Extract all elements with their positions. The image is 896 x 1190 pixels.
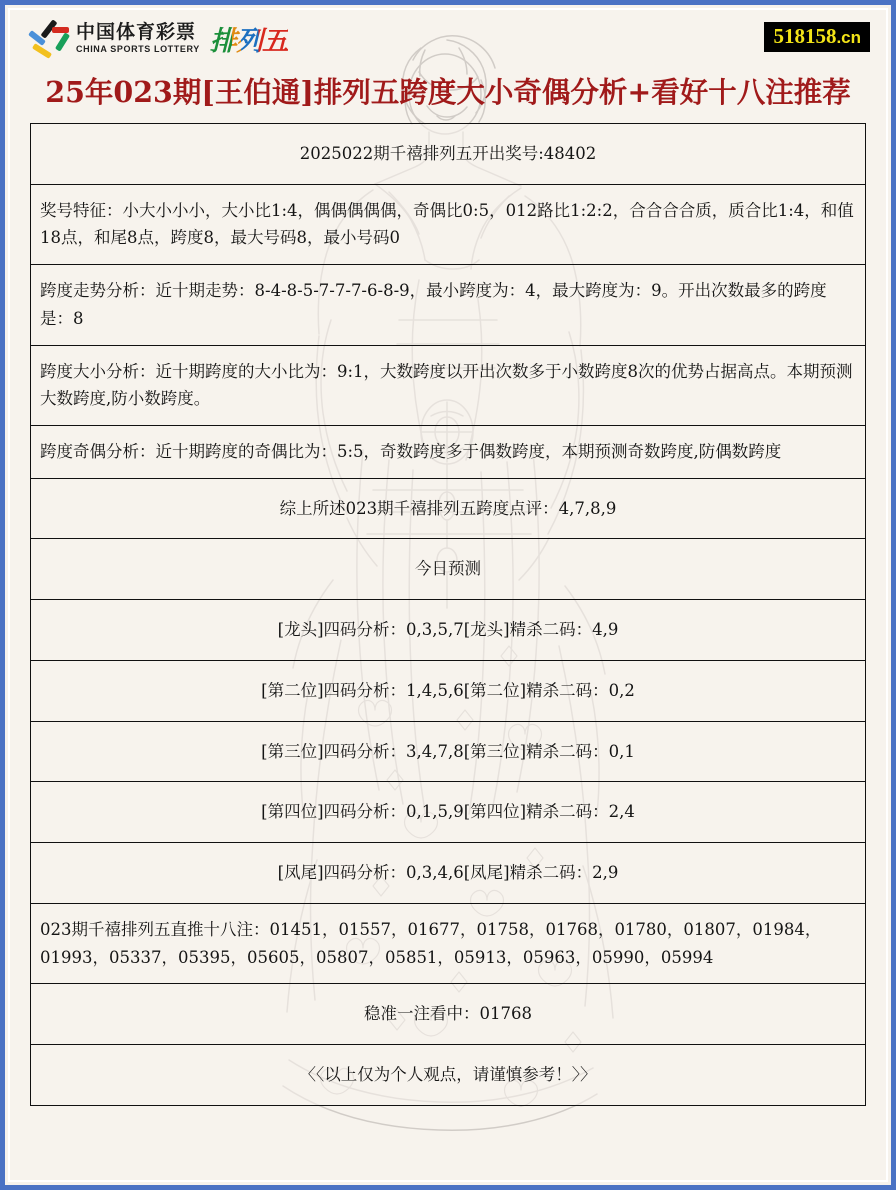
table-row bbox=[31, 660, 866, 721]
analysis-table bbox=[30, 123, 866, 1106]
site-domain-tld: .cn bbox=[836, 28, 861, 47]
single-best-bet: 稳准一注看中：01768 bbox=[31, 984, 866, 1045]
position-2: [第二位]四码分析：1,4,5,6[第二位]精杀二码：0,2 bbox=[31, 660, 866, 721]
china-sports-lottery-logo-icon bbox=[28, 18, 70, 58]
table-row bbox=[31, 478, 866, 539]
table-row bbox=[31, 721, 866, 782]
table-row bbox=[31, 426, 866, 479]
game-name-pailiewu: 排列五 bbox=[210, 19, 288, 58]
disclaimer: 〈〈以上仅为个人观点，请谨慎参考！〉〉 bbox=[31, 1044, 866, 1105]
table-row bbox=[31, 903, 866, 983]
brand-name-cn: 中国体育彩票 bbox=[76, 20, 197, 43]
eighteen-bets: 023期千禧排列五直推十八注：01451，01557，01677，01758，01768，01780，01807，01984，01993，05337，05395，05605，05807，05851，05913，05963，05990，05994 bbox=[31, 903, 866, 983]
table-row bbox=[31, 782, 866, 843]
table-row bbox=[31, 600, 866, 661]
table-row bbox=[31, 124, 866, 185]
table-row bbox=[31, 184, 866, 264]
span-parity-analysis: 跨度奇偶分析：近十期跨度的奇偶比为：5:5，奇数跨度多于偶数跨度，本期预测奇数跨度,防偶数跨度 bbox=[31, 426, 866, 479]
table-row bbox=[31, 843, 866, 904]
brand-lockup bbox=[28, 18, 288, 58]
table-row bbox=[31, 984, 866, 1045]
table-row bbox=[31, 345, 866, 425]
brand-name-en: CHINA SPORTS LOTTERY bbox=[76, 43, 200, 54]
analysis-table-body bbox=[31, 124, 866, 1106]
table-row bbox=[31, 1044, 866, 1105]
page-header bbox=[10, 10, 886, 68]
span-trend-analysis: 跨度走势分析：近十期走势：8-4-8-5-7-7-7-6-8-9，最小跨度为：4，最大跨度为：9。开出次数最多的跨度是：8 bbox=[31, 265, 866, 345]
span-summary: 综上所述023期千禧排列五跨度点评：4,7,8,9 bbox=[31, 478, 866, 539]
position-5-fengwei: [凤尾]四码分析：0,3,4,6[凤尾]精杀二码：2,9 bbox=[31, 843, 866, 904]
position-1-longtou: [龙头]四码分析：0,3,5,7[龙头]精杀二码：4,9 bbox=[31, 600, 866, 661]
table-row bbox=[31, 539, 866, 600]
page-inner-frame bbox=[8, 8, 888, 1182]
table-row bbox=[31, 265, 866, 345]
span-size-analysis: 跨度大小分析：近十期跨度的大小比为：9:1，大数跨度以开出次数多于小数跨度8次的优势占据高点。本期预测大数跨度,防小数跨度。 bbox=[31, 345, 866, 425]
today-forecast-heading: 今日预测 bbox=[31, 539, 866, 600]
brand-text bbox=[76, 20, 200, 54]
position-3: [第三位]四码分析：3,4,7,8[第三位]精杀二码：0,1 bbox=[31, 721, 866, 782]
site-url-badge[interactable] bbox=[764, 22, 870, 52]
draw-result: 2025022期千禧排列五开出奖号:48402 bbox=[31, 124, 866, 185]
site-domain-name: 518158 bbox=[773, 24, 837, 48]
prize-features: 奖号特征：小大小小小，大小比1:4，偶偶偶偶偶，奇偶比0:5，012路比1:2:2，合合合合质，质合比1:4，和值18点，和尾8点，跨度8，最大号码8，最小号码0 bbox=[31, 184, 866, 264]
page-title: 25年023期[王伯通]排列五跨度大小奇偶分析+看好十八注推荐 bbox=[45, 75, 851, 109]
position-4: [第四位]四码分析：0,1,5,9[第四位]精杀二码：2,4 bbox=[31, 782, 866, 843]
